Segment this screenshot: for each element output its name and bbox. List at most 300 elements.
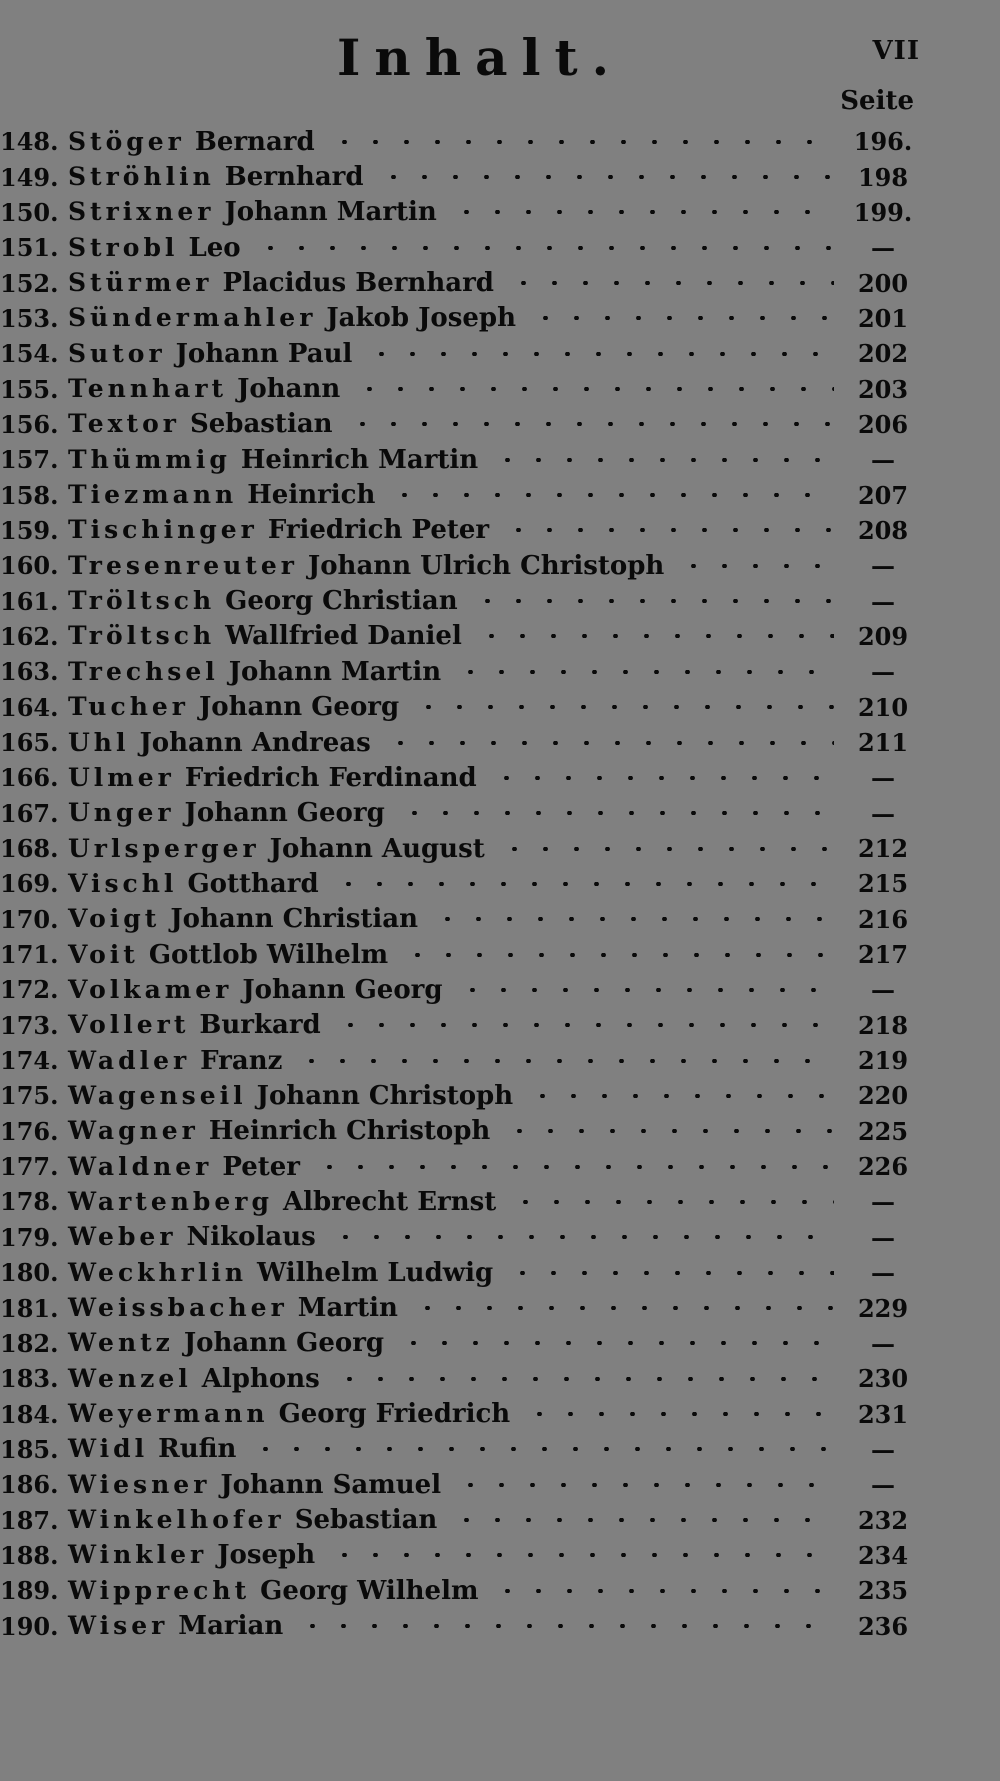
toc-entry bbox=[0, 1326, 1000, 1361]
entry-surname: Sündermahler bbox=[68, 303, 317, 333]
entry-name bbox=[68, 1081, 513, 1111]
entry-name bbox=[68, 1046, 282, 1076]
dot-leader bbox=[296, 1059, 834, 1063]
entry-name bbox=[68, 551, 664, 581]
entry-page-number: — bbox=[871, 657, 895, 687]
dot-leader bbox=[491, 776, 834, 780]
dot-leader bbox=[476, 634, 834, 638]
entry-name bbox=[68, 657, 441, 687]
entry-given-names: Friedrich Peter bbox=[267, 515, 490, 546]
entry-given-names: Rufin bbox=[158, 1434, 237, 1465]
entry-given-names: Bernard bbox=[194, 126, 315, 157]
entry-number: 181. bbox=[0, 1293, 59, 1323]
entry-name bbox=[68, 162, 364, 192]
entry-page-number: — bbox=[871, 798, 895, 828]
entry-surname: Wipprecht bbox=[68, 1575, 251, 1605]
entry-surname: Ströhlin bbox=[68, 162, 215, 192]
entry-given-names: Heinrich Christoph bbox=[208, 1116, 491, 1147]
entry-given-names: Jakob Joseph bbox=[326, 303, 517, 334]
entry-number: 169. bbox=[0, 869, 59, 899]
toc-entry bbox=[0, 1502, 1000, 1537]
entry-number: 166. bbox=[0, 763, 59, 793]
entry-page-number: 208 bbox=[857, 515, 909, 545]
dot-leader bbox=[412, 1306, 834, 1310]
entry-given-names: Albrecht Ernst bbox=[282, 1186, 497, 1217]
entry-number: 164. bbox=[0, 692, 59, 722]
toc-entry bbox=[0, 1538, 1000, 1573]
dot-leader bbox=[492, 458, 834, 462]
entry-name bbox=[68, 975, 443, 1005]
entry-number: 182. bbox=[0, 1328, 59, 1358]
entry-page-number: 229 bbox=[857, 1293, 909, 1323]
entry-name bbox=[68, 940, 388, 970]
entry-page-number: 206 bbox=[857, 409, 909, 439]
dot-leader bbox=[402, 953, 834, 957]
entry-page-number: 211 bbox=[857, 728, 909, 758]
toc-entry bbox=[0, 1608, 1000, 1643]
dot-leader bbox=[255, 246, 834, 250]
dot-leader bbox=[335, 1023, 834, 1027]
entry-given-names: Wilhelm Ludwig bbox=[257, 1257, 494, 1288]
entry-page-number: 230 bbox=[857, 1364, 909, 1394]
toc-entry bbox=[0, 1290, 1000, 1325]
dot-leader bbox=[330, 1235, 834, 1239]
toc-entry bbox=[0, 725, 1000, 760]
entry-given-names: Peter bbox=[222, 1151, 300, 1182]
dot-leader bbox=[492, 1589, 834, 1593]
entry-surname: Voigt bbox=[68, 904, 161, 934]
entry-surname: Weckhrlin bbox=[68, 1257, 248, 1287]
toc-entry bbox=[0, 124, 1000, 159]
entry-number: 167. bbox=[0, 798, 59, 828]
toc-entry bbox=[0, 1467, 1000, 1502]
entry-name bbox=[68, 869, 319, 899]
entry-name bbox=[68, 374, 340, 404]
entry-number: 155. bbox=[0, 374, 59, 404]
entry-given-names: Burkard bbox=[199, 1010, 321, 1041]
entry-number: 162. bbox=[0, 621, 59, 651]
entry-page-number: 225 bbox=[857, 1116, 909, 1146]
entry-surname: Wadler bbox=[68, 1045, 191, 1075]
entry-name bbox=[68, 480, 375, 510]
entry-page-number: 220 bbox=[857, 1081, 909, 1111]
toc-entry bbox=[0, 301, 1000, 336]
entry-number: 184. bbox=[0, 1399, 59, 1429]
entry-given-names: Johann Georg bbox=[184, 798, 385, 829]
entry-page-number: 219 bbox=[857, 1046, 909, 1076]
entry-name bbox=[68, 728, 371, 758]
entry-name bbox=[68, 1399, 510, 1429]
entry-name bbox=[68, 586, 458, 616]
entry-surname: Weber bbox=[68, 1222, 177, 1252]
toc-entry bbox=[0, 1008, 1000, 1043]
entry-page-number: — bbox=[871, 975, 895, 1005]
toc-entry bbox=[0, 1149, 1000, 1184]
entry-given-names: Marian bbox=[178, 1611, 284, 1642]
entry-surname: Widl bbox=[68, 1434, 149, 1464]
entry-surname: Wiesner bbox=[68, 1469, 211, 1499]
entry-number: 179. bbox=[0, 1222, 59, 1252]
entry-given-names: Friedrich Ferdinand bbox=[184, 762, 477, 793]
entry-number: 152. bbox=[0, 268, 59, 298]
entry-name bbox=[68, 409, 333, 439]
entry-page-number: 196. bbox=[853, 127, 913, 157]
entry-page-number: — bbox=[871, 551, 895, 581]
entry-name bbox=[68, 1364, 320, 1394]
entry-given-names: Johann Andreas bbox=[139, 727, 371, 758]
dot-leader bbox=[451, 210, 834, 214]
entry-number: 176. bbox=[0, 1116, 59, 1146]
entry-surname: Ulmer bbox=[68, 762, 175, 792]
entry-number: 170. bbox=[0, 904, 59, 934]
entry-number: 178. bbox=[0, 1187, 59, 1217]
dot-leader bbox=[508, 281, 834, 285]
entry-page-number: 200 bbox=[857, 268, 909, 298]
dot-leader bbox=[297, 1624, 834, 1628]
dot-leader bbox=[507, 1271, 834, 1275]
toc-entry bbox=[0, 1432, 1000, 1467]
entry-surname: Textor bbox=[68, 409, 180, 439]
entry-page-number: 201 bbox=[857, 303, 909, 333]
entry-name bbox=[68, 1187, 496, 1217]
entry-given-names: Martin bbox=[297, 1293, 398, 1324]
entry-surname: Wagenseil bbox=[68, 1080, 247, 1110]
entry-surname: Stöger bbox=[68, 126, 185, 156]
entry-name bbox=[68, 197, 437, 227]
entry-name bbox=[68, 339, 352, 369]
entry-number: 163. bbox=[0, 657, 59, 687]
entry-page-number: 235 bbox=[857, 1576, 909, 1606]
entry-given-names: Heinrich bbox=[247, 480, 376, 511]
entry-number: 150. bbox=[0, 197, 59, 227]
dot-leader bbox=[503, 528, 834, 532]
entry-number: 156. bbox=[0, 409, 59, 439]
entry-page-number: 217 bbox=[857, 940, 909, 970]
entry-number: 153. bbox=[0, 303, 59, 333]
entry-page-number: — bbox=[871, 1328, 895, 1358]
entry-page-number: — bbox=[871, 1434, 895, 1464]
entry-surname: Tresenreuter bbox=[68, 550, 298, 580]
entry-number: 180. bbox=[0, 1258, 59, 1288]
entry-surname: Vollert bbox=[68, 1010, 190, 1040]
entry-number: 171. bbox=[0, 940, 59, 970]
toc-entry bbox=[0, 442, 1000, 477]
dot-leader bbox=[389, 493, 834, 497]
dot-leader bbox=[499, 847, 834, 851]
toc-entry bbox=[0, 654, 1000, 689]
toc-entry bbox=[0, 1573, 1000, 1608]
toc-entry bbox=[0, 513, 1000, 548]
entry-given-names: Johann August bbox=[269, 833, 485, 864]
entry-surname: Strixner bbox=[68, 197, 215, 227]
entry-number: 172. bbox=[0, 975, 59, 1005]
page-column-label: Seite bbox=[840, 86, 914, 116]
toc-entry bbox=[0, 1220, 1000, 1255]
toc-entry bbox=[0, 583, 1000, 618]
entry-given-names: Johann Georg bbox=[242, 974, 443, 1005]
entry-surname: Tennhart bbox=[68, 374, 228, 404]
entry-number: 159. bbox=[0, 515, 59, 545]
entry-name bbox=[68, 1222, 316, 1252]
entry-number: 160. bbox=[0, 551, 59, 581]
entry-given-names: Johann Samuel bbox=[220, 1469, 442, 1500]
table-of-contents bbox=[0, 124, 1000, 1644]
dot-leader bbox=[399, 811, 834, 815]
entry-name bbox=[68, 515, 489, 545]
entry-surname: Vischl bbox=[68, 868, 178, 898]
entry-name bbox=[68, 1611, 283, 1641]
entry-surname: Sutor bbox=[68, 338, 166, 368]
entry-given-names: Johann Paul bbox=[175, 338, 353, 369]
entry-surname: Weissbacher bbox=[68, 1293, 288, 1323]
entry-number: 168. bbox=[0, 834, 59, 864]
entry-given-names: Johann Martin bbox=[224, 197, 437, 228]
entry-given-names: Placidus Bernhard bbox=[222, 268, 494, 299]
entry-page-number: 216 bbox=[857, 904, 909, 934]
dot-leader bbox=[354, 387, 834, 391]
dot-leader bbox=[329, 140, 834, 144]
entry-name bbox=[68, 1540, 315, 1570]
entry-name bbox=[68, 621, 462, 651]
entry-number: 187. bbox=[0, 1505, 59, 1535]
entry-number: 149. bbox=[0, 162, 59, 192]
entry-given-names: Sebastian bbox=[189, 409, 333, 440]
entry-number: 177. bbox=[0, 1152, 59, 1182]
entry-given-names: Joseph bbox=[217, 1540, 316, 1571]
entry-surname: Wartenberg bbox=[68, 1186, 273, 1216]
dot-leader bbox=[457, 988, 834, 992]
toc-entry bbox=[0, 831, 1000, 866]
entry-surname: Waldner bbox=[68, 1151, 213, 1181]
entry-page-number: 207 bbox=[857, 480, 909, 510]
dot-leader bbox=[314, 1165, 834, 1169]
entry-number: 173. bbox=[0, 1010, 59, 1040]
entry-number: 190. bbox=[0, 1611, 59, 1641]
entry-name bbox=[68, 1010, 321, 1040]
toc-entry bbox=[0, 1078, 1000, 1113]
toc-entry bbox=[0, 1255, 1000, 1290]
entry-name bbox=[68, 1505, 437, 1535]
entry-name bbox=[68, 834, 485, 864]
toc-entry bbox=[0, 1043, 1000, 1078]
entry-given-names: Gotthard bbox=[187, 868, 319, 899]
entry-number: 186. bbox=[0, 1470, 59, 1500]
entry-surname: Thümmig bbox=[68, 444, 231, 474]
toc-entry bbox=[0, 796, 1000, 831]
entry-page-number: — bbox=[871, 763, 895, 793]
dot-leader bbox=[413, 705, 834, 709]
entry-page-number: — bbox=[871, 1187, 895, 1217]
dot-leader bbox=[432, 917, 834, 921]
entry-number: 188. bbox=[0, 1540, 59, 1570]
page-title: Inhalt. bbox=[337, 28, 623, 87]
dot-leader bbox=[398, 1341, 834, 1345]
entry-given-names: Johann Christian bbox=[170, 904, 419, 935]
entry-page-number: — bbox=[871, 445, 895, 475]
entry-name bbox=[68, 904, 418, 934]
entry-page-number: — bbox=[871, 586, 895, 616]
entry-page-number: 210 bbox=[857, 692, 909, 722]
entry-surname: Voit bbox=[68, 939, 139, 969]
entry-name bbox=[68, 763, 477, 793]
dot-leader bbox=[334, 1377, 834, 1381]
toc-entry bbox=[0, 972, 1000, 1007]
dot-leader bbox=[385, 741, 834, 745]
toc-entry bbox=[0, 1361, 1000, 1396]
entry-surname: Tiezmann bbox=[68, 480, 238, 510]
entry-name bbox=[68, 268, 494, 298]
toc-entry bbox=[0, 265, 1000, 300]
entry-name bbox=[68, 1293, 398, 1323]
entry-name bbox=[68, 1576, 478, 1606]
entry-name bbox=[68, 1116, 490, 1146]
dot-leader bbox=[378, 175, 834, 179]
entry-name bbox=[68, 692, 399, 722]
toc-entry bbox=[0, 1396, 1000, 1431]
toc-entry bbox=[0, 230, 1000, 265]
entry-name bbox=[68, 1258, 493, 1288]
entry-given-names: Bernhard bbox=[224, 162, 364, 193]
dot-leader bbox=[455, 670, 834, 674]
toc-entry bbox=[0, 336, 1000, 371]
entry-surname: Volkamer bbox=[68, 974, 233, 1004]
entry-surname: Wiser bbox=[68, 1611, 169, 1641]
entry-surname: Winkelhofer bbox=[68, 1505, 285, 1535]
entry-page-number: 231 bbox=[857, 1399, 909, 1429]
entry-number: 151. bbox=[0, 233, 59, 263]
dot-leader bbox=[451, 1518, 834, 1522]
entry-page-number: 215 bbox=[857, 869, 909, 899]
entry-given-names: Nikolaus bbox=[186, 1222, 316, 1253]
entry-surname: Wagner bbox=[68, 1116, 199, 1146]
entry-given-names: Georg Wilhelm bbox=[260, 1575, 479, 1606]
entry-page-number: 209 bbox=[857, 621, 909, 651]
entry-surname: Unger bbox=[68, 798, 175, 828]
dot-leader bbox=[524, 1412, 834, 1416]
entry-given-names: Leo bbox=[188, 232, 241, 263]
entry-number: 185. bbox=[0, 1434, 59, 1464]
entry-page-number: 236 bbox=[857, 1611, 909, 1641]
entry-given-names: Heinrich Martin bbox=[240, 444, 479, 475]
toc-entry bbox=[0, 1184, 1000, 1219]
entry-name bbox=[68, 1470, 441, 1500]
toc-entry bbox=[0, 937, 1000, 972]
entry-surname: Winkler bbox=[68, 1540, 208, 1570]
dot-leader bbox=[510, 1200, 834, 1204]
entry-given-names: Alphons bbox=[201, 1363, 320, 1394]
entry-number: 154. bbox=[0, 339, 59, 369]
entry-surname: Wenzel bbox=[68, 1363, 192, 1393]
toc-entry bbox=[0, 195, 1000, 230]
entry-name bbox=[68, 1328, 384, 1358]
entry-page-number: 199. bbox=[853, 197, 913, 227]
dot-leader bbox=[530, 316, 834, 320]
entry-page-number: — bbox=[871, 1470, 895, 1500]
entry-page-number: 212 bbox=[857, 834, 909, 864]
entry-name bbox=[68, 1434, 236, 1464]
entry-given-names: Johann bbox=[237, 374, 341, 405]
entry-name bbox=[68, 233, 241, 263]
entry-name bbox=[68, 1152, 300, 1182]
entry-surname: Weyermann bbox=[68, 1399, 269, 1429]
entry-page-number: 226 bbox=[857, 1152, 909, 1182]
entry-name bbox=[68, 303, 516, 333]
page-folio: VII bbox=[872, 36, 920, 66]
entry-number: 174. bbox=[0, 1046, 59, 1076]
entry-surname: Urlsperger bbox=[68, 833, 260, 863]
entry-number: 157. bbox=[0, 445, 59, 475]
entry-number: 189. bbox=[0, 1576, 59, 1606]
dot-leader bbox=[250, 1447, 834, 1451]
dot-leader bbox=[455, 1483, 834, 1487]
entry-name bbox=[68, 798, 385, 828]
dot-leader bbox=[333, 882, 834, 886]
entry-given-names: Georg Christian bbox=[225, 586, 458, 617]
entry-surname: Tucher bbox=[68, 692, 189, 722]
entry-number: 175. bbox=[0, 1081, 59, 1111]
entry-page-number: — bbox=[871, 1258, 895, 1288]
toc-entry bbox=[0, 619, 1000, 654]
entry-number: 165. bbox=[0, 728, 59, 758]
dot-leader bbox=[329, 1553, 834, 1557]
entry-page-number: 232 bbox=[857, 1505, 909, 1535]
entry-given-names: Johann Christoph bbox=[256, 1080, 514, 1111]
entry-surname: Strobl bbox=[68, 232, 179, 262]
toc-entry bbox=[0, 477, 1000, 512]
entry-number: 161. bbox=[0, 586, 59, 616]
toc-entry bbox=[0, 407, 1000, 442]
entry-page-number: — bbox=[871, 1222, 895, 1252]
entry-page-number: 202 bbox=[857, 339, 909, 369]
toc-entry bbox=[0, 760, 1000, 795]
entry-given-names: Franz bbox=[200, 1045, 283, 1076]
entry-number: 158. bbox=[0, 480, 59, 510]
entry-number: 183. bbox=[0, 1364, 59, 1394]
entry-surname: Stürmer bbox=[68, 268, 213, 298]
entry-number: 148. bbox=[0, 127, 59, 157]
entry-surname: Uhl bbox=[68, 727, 130, 757]
entry-given-names: Gottlob Wilhelm bbox=[148, 939, 389, 970]
entry-given-names: Johann Georg bbox=[183, 1328, 385, 1359]
entry-given-names: Georg Friedrich bbox=[278, 1399, 511, 1430]
dot-leader bbox=[472, 599, 834, 603]
entry-name bbox=[68, 445, 478, 475]
toc-entry bbox=[0, 690, 1000, 725]
entry-surname: Tröltsch bbox=[68, 586, 216, 616]
entry-name bbox=[68, 127, 315, 157]
entry-page-number: 218 bbox=[857, 1010, 909, 1040]
toc-entry bbox=[0, 548, 1000, 583]
toc-entry bbox=[0, 866, 1000, 901]
entry-surname: Wentz bbox=[68, 1328, 174, 1358]
dot-leader bbox=[527, 1094, 834, 1098]
entry-page-number: 234 bbox=[857, 1540, 909, 1570]
entry-page-number: — bbox=[871, 233, 895, 263]
entry-surname: Trechsel bbox=[68, 656, 219, 686]
toc-entry bbox=[0, 902, 1000, 937]
toc-entry bbox=[0, 159, 1000, 194]
entry-page-number: 203 bbox=[857, 374, 909, 404]
entry-given-names: Sebastian bbox=[294, 1505, 438, 1536]
dot-leader bbox=[678, 564, 834, 568]
entry-given-names: Johann Georg bbox=[198, 692, 400, 723]
dot-leader bbox=[504, 1129, 834, 1133]
entry-given-names: Johann Ulrich Christoph bbox=[307, 550, 665, 581]
entry-surname: Tröltsch bbox=[68, 621, 216, 651]
dot-leader bbox=[366, 352, 834, 356]
entry-page-number: 198 bbox=[857, 162, 909, 192]
dot-leader bbox=[347, 422, 834, 426]
